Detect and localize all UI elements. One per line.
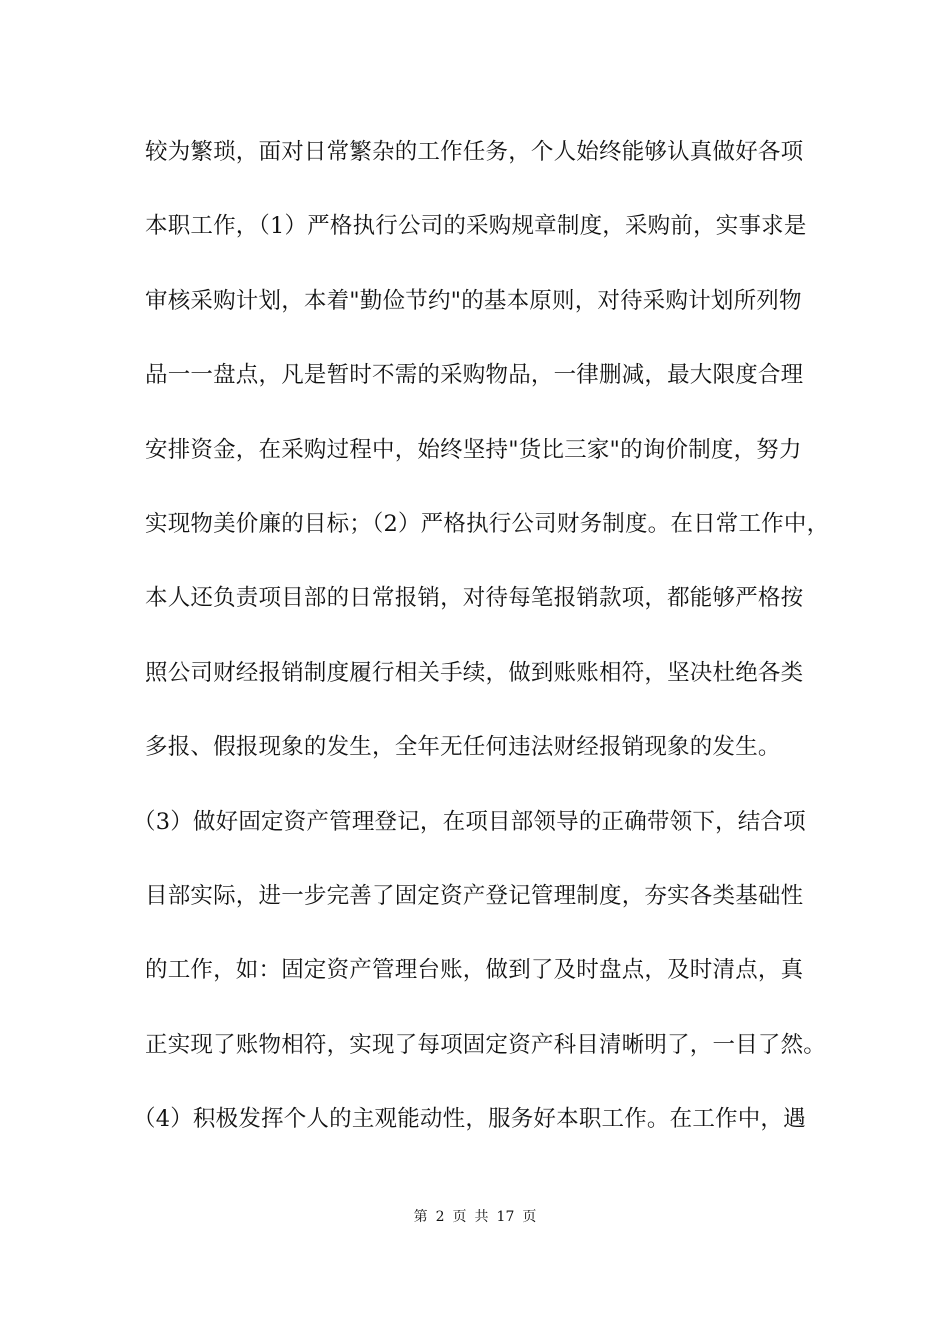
text-line: 本职工作，（1）严格执行公司的采购规章制度，采购前，实事求是 <box>145 213 807 240</box>
text-line: 实现物美价廉的目标；（2）严格执行公司财务制度。在日常工作中， <box>145 510 830 537</box>
text-line: 审核采购计划，本着"勤俭节约"的基本原则，对待采购计划所列物 <box>145 287 802 314</box>
text-line: 安排资金，在采购过程中，始终坚持"货比三家"的询价制度，努力 <box>145 436 802 463</box>
text-line: 目部实际，进一步完善了固定资产登记管理制度，夯实各类基础性 <box>145 882 804 909</box>
footer-page-word: 页 <box>452 1209 467 1225</box>
footer-prefix: 第 <box>413 1209 428 1225</box>
page-footer <box>0 1206 950 1226</box>
text-line: 本人还负责项目部的日常报销，对待每笔报销款项，都能够严格按 <box>145 585 804 612</box>
text-line: 的工作，如：固定资产管理台账，做到了及时盘点，及时清点，真 <box>145 957 804 984</box>
text-line: 正实现了账物相符，实现了每项固定资产科目清晰明了，一目了然。 <box>145 1031 827 1058</box>
text-line: （3）做好固定资产管理登记，在项目部领导的正确带领下，结合项 <box>133 808 806 835</box>
text-line: 品一一盘点，凡是暂时不需的采购物品，一律删减，最大限度合理 <box>145 362 804 389</box>
text-line: 照公司财经报销制度履行相关手续，做到账账相符，坚决杜绝各类 <box>145 659 804 686</box>
body-paragraph <box>133 136 830 1177</box>
footer-suffix: 页 <box>522 1209 537 1225</box>
text-line: 较为繁琐，面对日常繁杂的工作任务，个人始终能够认真做好各项 <box>145 139 804 165</box>
footer-current-page: 2 <box>435 1209 445 1225</box>
footer-total-word: 共 <box>474 1209 489 1225</box>
text-line: （4）积极发挥个人的主观能动性，服务好本职工作。在工作中，遇 <box>133 1106 806 1133</box>
text-line: 多报、假报现象的发生，全年无任何违法财经报销现象的发生。 <box>145 734 781 761</box>
footer-total-pages: 17 <box>496 1209 515 1225</box>
